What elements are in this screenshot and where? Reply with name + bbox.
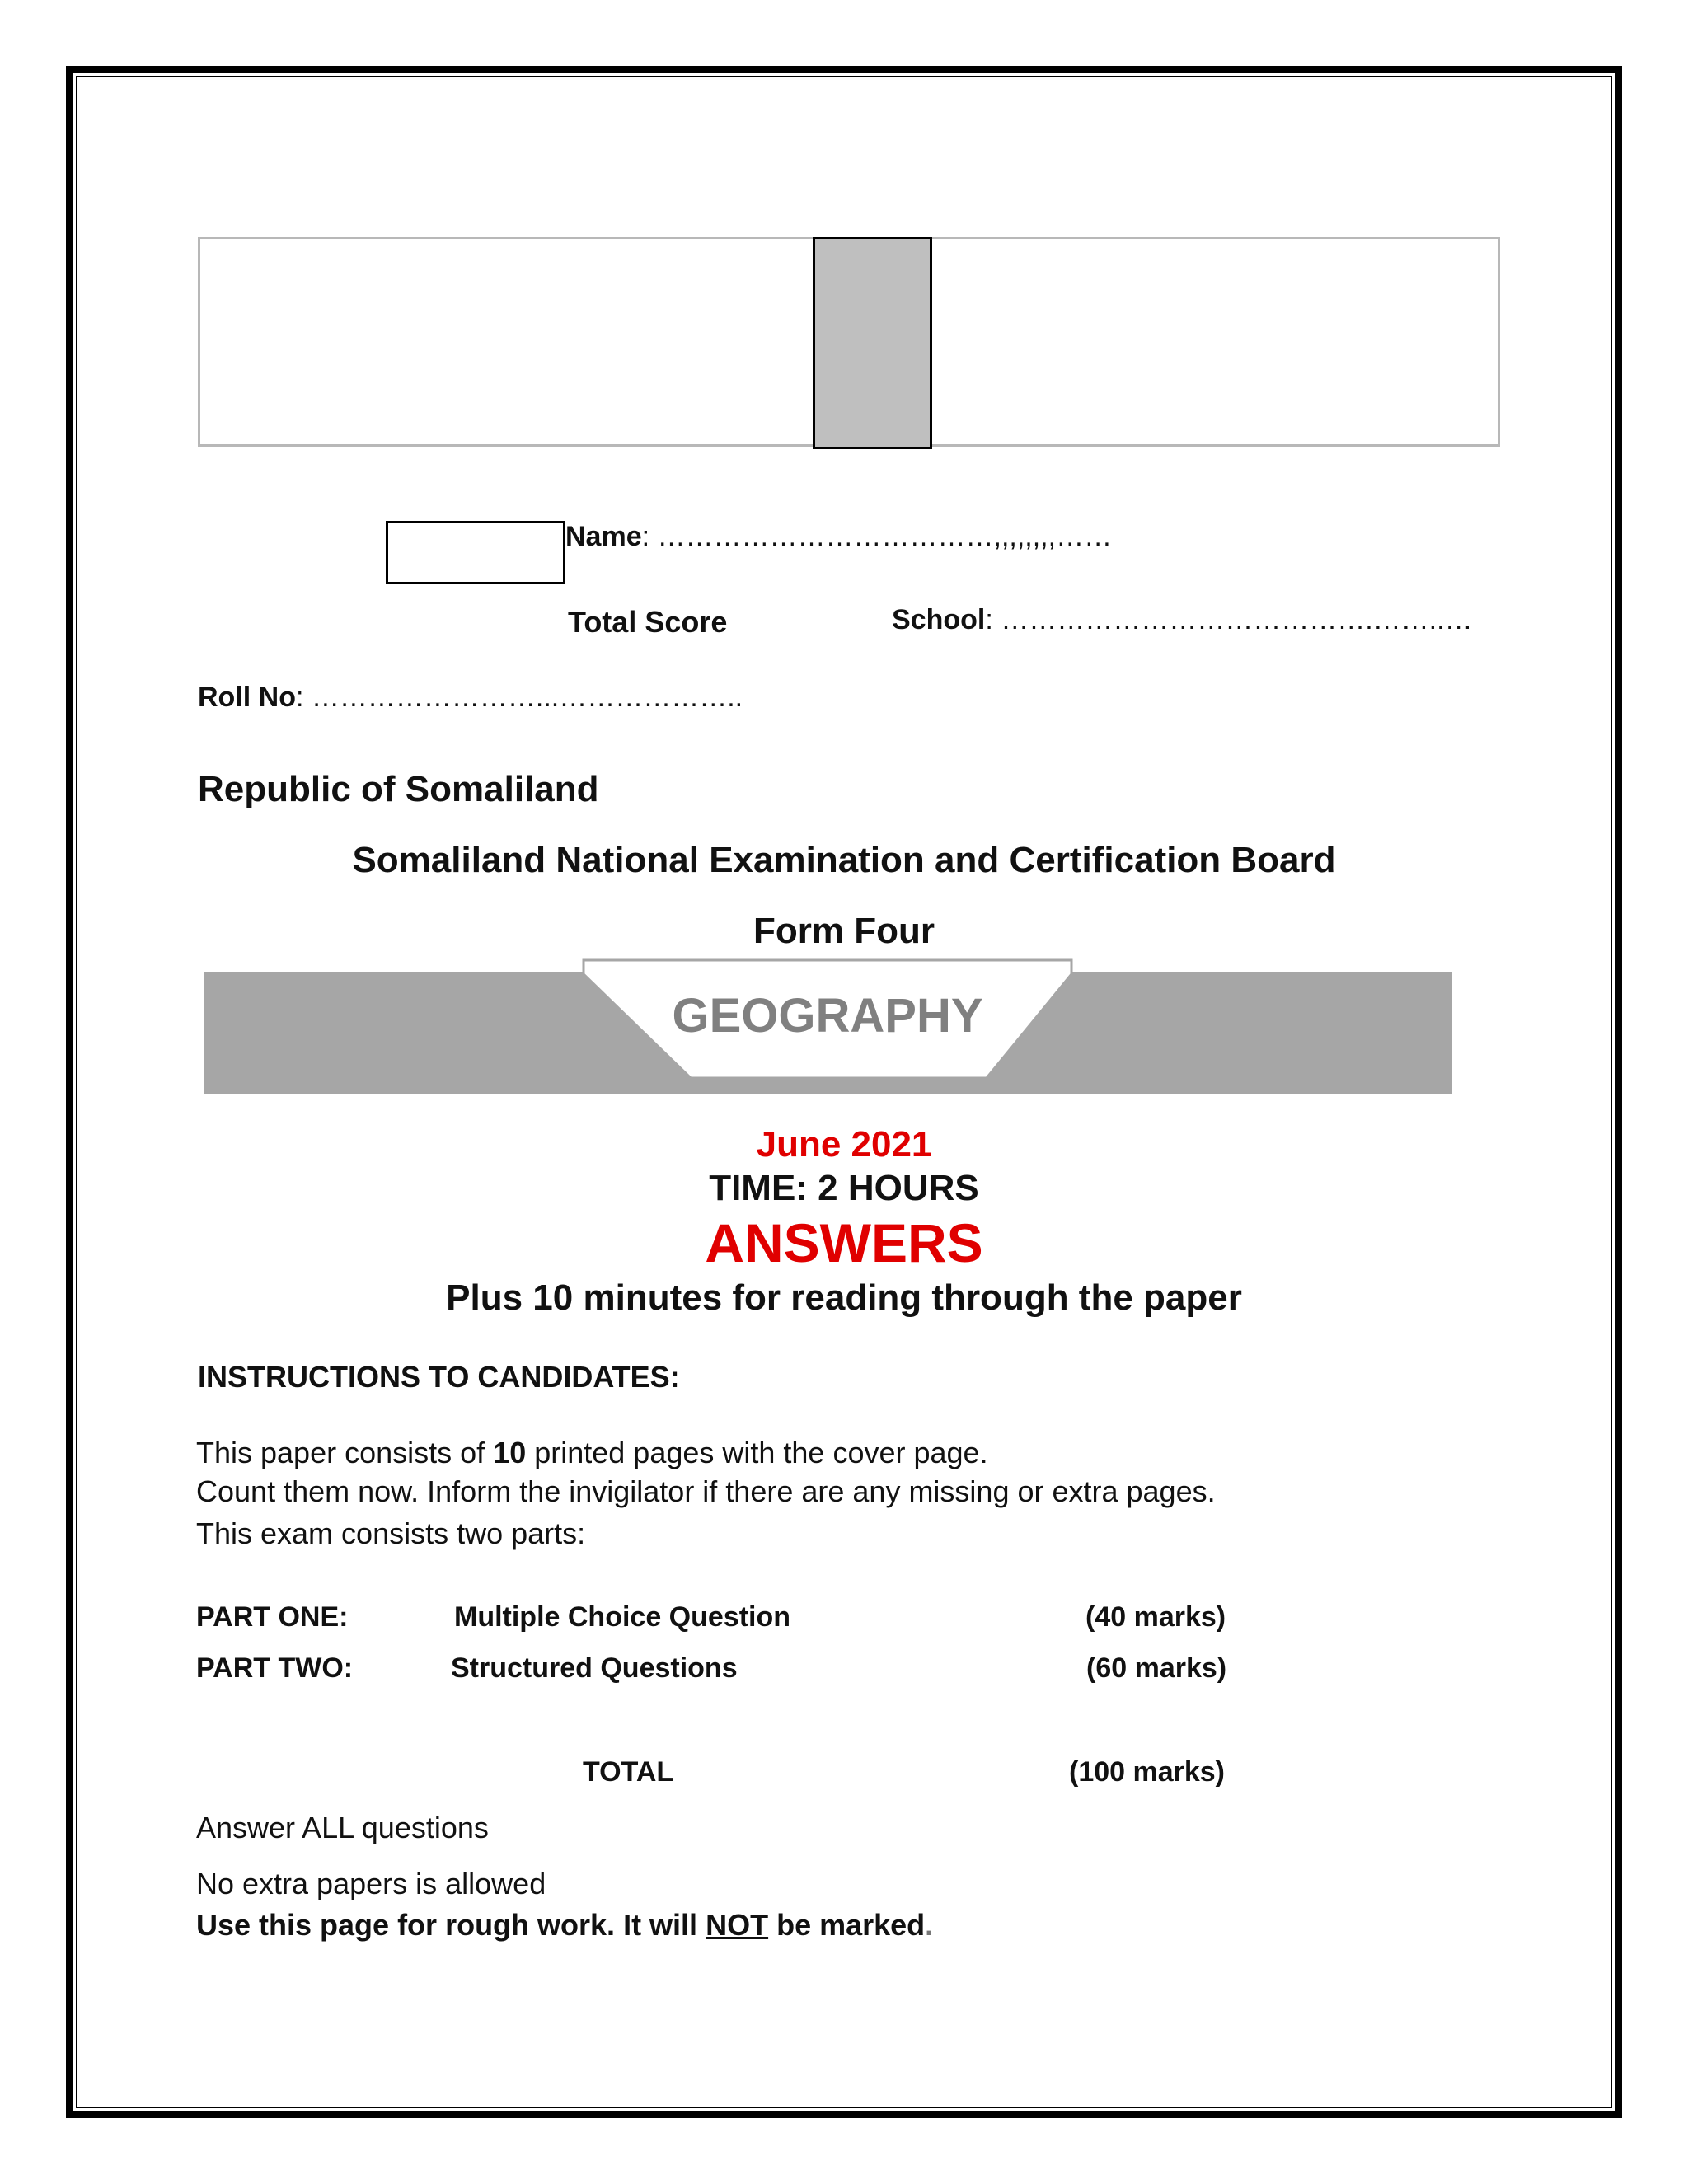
not-emphasis: NOT (706, 1908, 769, 1942)
page-count: 10 (493, 1436, 527, 1469)
rough-work-text-a: Use this page for rough work. It will (196, 1908, 706, 1942)
header-box (198, 237, 1500, 447)
instruction-parts: This exam consists two parts: (196, 1516, 586, 1550)
name-label: Name (565, 521, 642, 552)
form-title: Form Four (753, 911, 935, 951)
answer-all-note: Answer ALL questions (196, 1811, 489, 1844)
board-title: Somaliland National Examination and Certification Board (352, 840, 1336, 880)
part-one-label: PART ONE: (196, 1601, 349, 1633)
part-one-title: Multiple Choice Question (454, 1601, 791, 1633)
reading-time: Plus 10 minutes for reading through the paper (446, 1277, 1242, 1318)
no-extra-note: No extra papers is allowed (196, 1867, 546, 1900)
instructions-heading: INSTRUCTIONS TO CANDIDATES: (198, 1360, 680, 1394)
roll-no-label: Roll No (198, 682, 296, 713)
subject-banner (0, 956, 1688, 1096)
rough-work-dot: . (925, 1908, 934, 1942)
rough-work-text-b: be marked (768, 1908, 926, 1942)
answers-heading: ANSWERS (705, 1212, 983, 1273)
name-field[interactable] (565, 521, 1112, 553)
total-score-box[interactable] (386, 521, 565, 584)
school-dots: : ………………………………….……..… (985, 604, 1473, 635)
header-gray-block (813, 237, 932, 449)
roll-no-dots: : ……………………...……………….. (295, 682, 743, 713)
instruction-pages (196, 1436, 988, 1470)
rough-work-note (196, 1908, 933, 1943)
total-label: TOTAL (583, 1756, 674, 1788)
part-two-marks: (60 marks) (1086, 1652, 1227, 1684)
instruction-pages-text-a: This paper consists of (196, 1436, 494, 1469)
school-field[interactable] (892, 604, 1473, 636)
instruction-pages-text-b: printed pages with the cover page. (526, 1436, 988, 1469)
part-two-label: PART TWO: (196, 1652, 354, 1684)
part-one-marks: (40 marks) (1085, 1601, 1226, 1633)
total-marks: (100 marks) (1069, 1756, 1226, 1788)
republic-title: Republic of Somaliland (198, 769, 599, 809)
roll-no-field[interactable] (198, 682, 743, 714)
exam-date: June 2021 (756, 1124, 932, 1165)
total-score-label: Total Score (568, 605, 728, 639)
part-two-title: Structured Questions (451, 1652, 738, 1684)
school-label: School (892, 604, 986, 635)
exam-time: TIME: 2 HOURS (709, 1168, 979, 1208)
instruction-count: Count them now. Inform the invigilator if there are any missing or extra pages. (196, 1474, 1216, 1508)
subject-title: GEOGRAPHY (672, 989, 983, 1043)
name-dots: : ………………………………,,,,,,,,…… (641, 521, 1113, 552)
